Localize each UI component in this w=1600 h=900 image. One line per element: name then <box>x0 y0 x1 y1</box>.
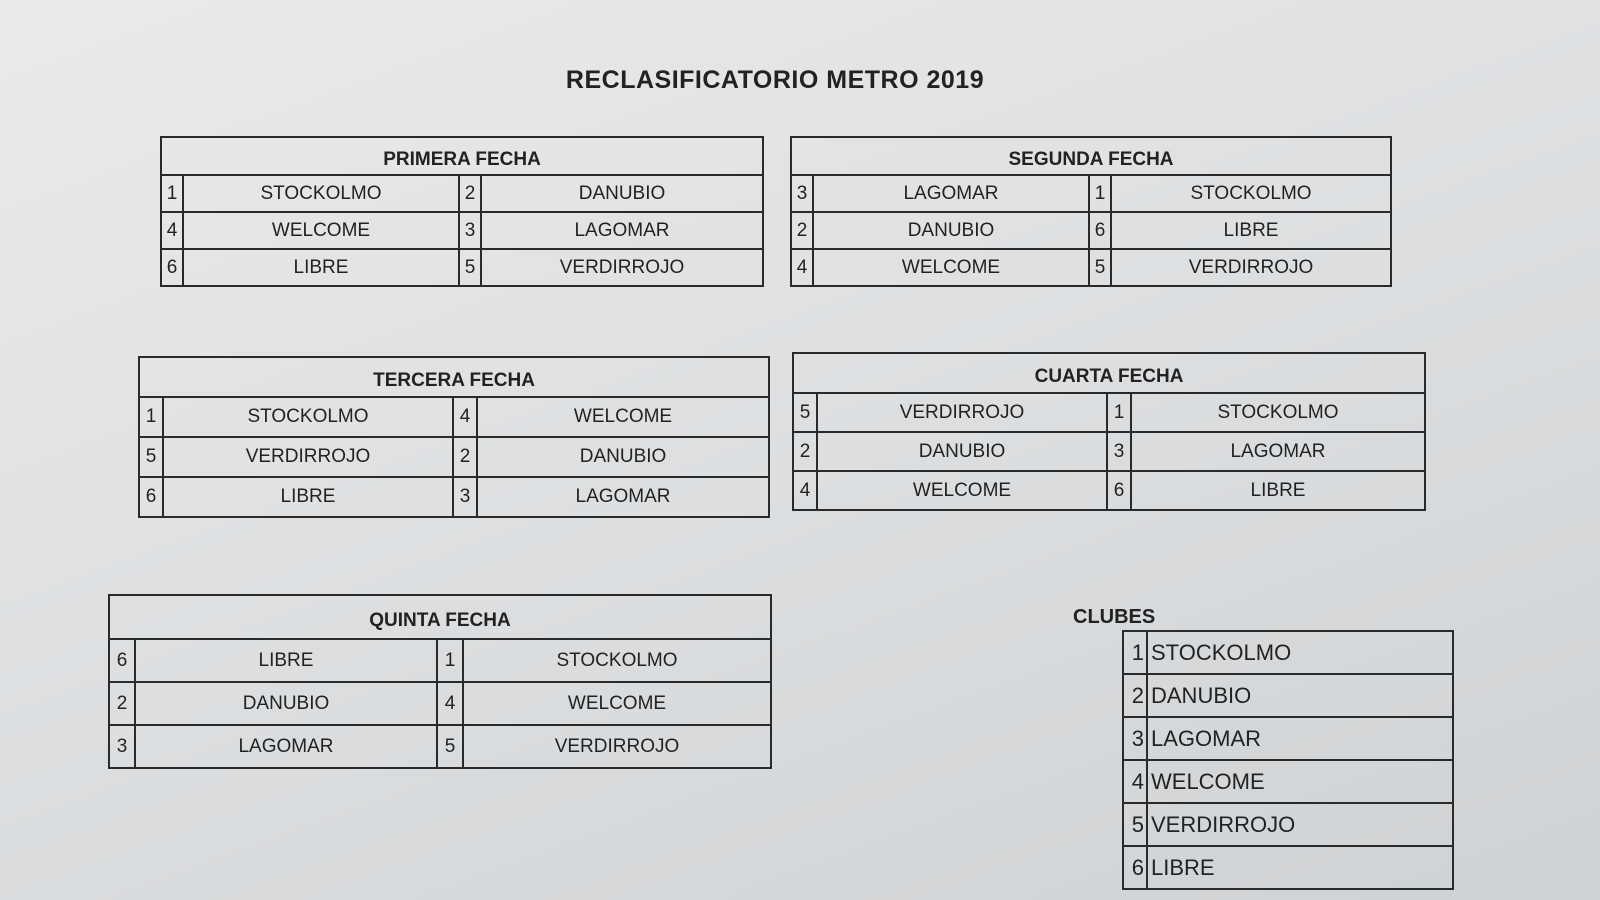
match-row <box>791 175 1391 212</box>
away-team-name: LIBRE <box>1111 212 1391 249</box>
club-name: DANUBIO <box>1147 674 1453 717</box>
round-table-primera <box>160 136 764 287</box>
away-team-number: 3 <box>1107 432 1131 471</box>
match-row <box>793 471 1425 510</box>
home-team-number: 4 <box>791 249 813 286</box>
club-name: LAGOMAR <box>1147 717 1453 760</box>
home-team-number: 5 <box>793 393 817 432</box>
home-team-number: 6 <box>139 477 163 517</box>
home-team-name: STOCKOLMO <box>183 175 459 212</box>
away-team-number: 6 <box>1107 471 1131 510</box>
round-table-tercera <box>138 356 770 518</box>
home-team-name: WELCOME <box>813 249 1089 286</box>
home-team-name: VERDIRROJO <box>163 437 453 477</box>
away-team-number: 6 <box>1089 212 1111 249</box>
match-row <box>139 477 769 517</box>
away-team-number: 3 <box>453 477 477 517</box>
home-team-name: LIBRE <box>135 639 437 682</box>
round-table-cuarta <box>792 352 1426 511</box>
home-team-number: 2 <box>791 212 813 249</box>
away-team-number: 2 <box>453 437 477 477</box>
away-team-number: 1 <box>1089 175 1111 212</box>
home-team-name: DANUBIO <box>817 432 1107 471</box>
away-team-name: VERDIRROJO <box>481 249 763 286</box>
away-team-name: LAGOMAR <box>477 477 769 517</box>
club-number: 4 <box>1123 760 1147 803</box>
away-team-number: 4 <box>453 397 477 437</box>
home-team-name: LIBRE <box>183 249 459 286</box>
match-row <box>109 682 771 725</box>
club-row <box>1123 760 1453 803</box>
away-team-name: DANUBIO <box>477 437 769 477</box>
home-team-number: 2 <box>793 432 817 471</box>
home-team-name: WELCOME <box>183 212 459 249</box>
home-team-number: 3 <box>109 725 135 768</box>
away-team-name: DANUBIO <box>481 175 763 212</box>
away-team-name: STOCKOLMO <box>463 639 771 682</box>
home-team-number: 2 <box>109 682 135 725</box>
away-team-number: 5 <box>459 249 481 286</box>
club-number: 5 <box>1123 803 1147 846</box>
round-heading: TERCERA FECHA <box>139 357 769 397</box>
match-row <box>161 175 763 212</box>
match-row <box>793 393 1425 432</box>
club-name: LIBRE <box>1147 846 1453 889</box>
match-row <box>791 249 1391 286</box>
away-team-number: 3 <box>459 212 481 249</box>
round-heading: SEGUNDA FECHA <box>791 137 1391 175</box>
club-number: 1 <box>1123 631 1147 674</box>
away-team-name: LAGOMAR <box>1131 432 1425 471</box>
clubs-table <box>1122 630 1454 890</box>
round-heading: QUINTA FECHA <box>109 595 771 639</box>
home-team-number: 4 <box>793 471 817 510</box>
home-team-name: DANUBIO <box>813 212 1089 249</box>
home-team-number: 6 <box>109 639 135 682</box>
club-row <box>1123 674 1453 717</box>
home-team-number: 5 <box>139 437 163 477</box>
home-team-name: DANUBIO <box>135 682 437 725</box>
page-title: RECLASIFICATORIO METRO 2019 <box>565 66 985 94</box>
club-row <box>1123 846 1453 889</box>
home-team-name: WELCOME <box>817 471 1107 510</box>
away-team-number: 1 <box>1107 393 1131 432</box>
home-team-number: 1 <box>161 175 183 212</box>
away-team-name: LIBRE <box>1131 471 1425 510</box>
home-team-number: 1 <box>139 397 163 437</box>
away-team-number: 5 <box>1089 249 1111 286</box>
away-team-number: 5 <box>437 725 463 768</box>
home-team-name: STOCKOLMO <box>163 397 453 437</box>
away-team-number: 1 <box>437 639 463 682</box>
club-row <box>1123 631 1453 674</box>
club-number: 2 <box>1123 674 1147 717</box>
home-team-name: VERDIRROJO <box>817 393 1107 432</box>
club-name: VERDIRROJO <box>1147 803 1453 846</box>
away-team-name: STOCKOLMO <box>1131 393 1425 432</box>
round-table-quinta <box>108 594 772 769</box>
match-row <box>161 249 763 286</box>
away-team-number: 4 <box>437 682 463 725</box>
round-table-segunda <box>790 136 1392 287</box>
match-row <box>793 432 1425 471</box>
clubs-heading: CLUBES <box>1073 606 1156 628</box>
club-number: 6 <box>1123 846 1147 889</box>
away-team-name: LAGOMAR <box>481 212 763 249</box>
away-team-name: VERDIRROJO <box>463 725 771 768</box>
match-row <box>139 437 769 477</box>
away-team-number: 2 <box>459 175 481 212</box>
home-team-number: 4 <box>161 212 183 249</box>
home-team-name: LAGOMAR <box>135 725 437 768</box>
club-row <box>1123 717 1453 760</box>
home-team-number: 6 <box>161 249 183 286</box>
away-team-name: STOCKOLMO <box>1111 175 1391 212</box>
match-row <box>161 212 763 249</box>
away-team-name: WELCOME <box>463 682 771 725</box>
home-team-name: LAGOMAR <box>813 175 1089 212</box>
match-row <box>109 639 771 682</box>
away-team-name: VERDIRROJO <box>1111 249 1391 286</box>
round-heading: CUARTA FECHA <box>793 353 1425 393</box>
away-team-name: WELCOME <box>477 397 769 437</box>
home-team-name: LIBRE <box>163 477 453 517</box>
club-name: WELCOME <box>1147 760 1453 803</box>
match-row <box>139 397 769 437</box>
club-row <box>1123 803 1453 846</box>
match-row <box>791 212 1391 249</box>
club-number: 3 <box>1123 717 1147 760</box>
round-heading: PRIMERA FECHA <box>161 137 763 175</box>
club-name: STOCKOLMO <box>1147 631 1453 674</box>
home-team-number: 3 <box>791 175 813 212</box>
match-row <box>109 725 771 768</box>
